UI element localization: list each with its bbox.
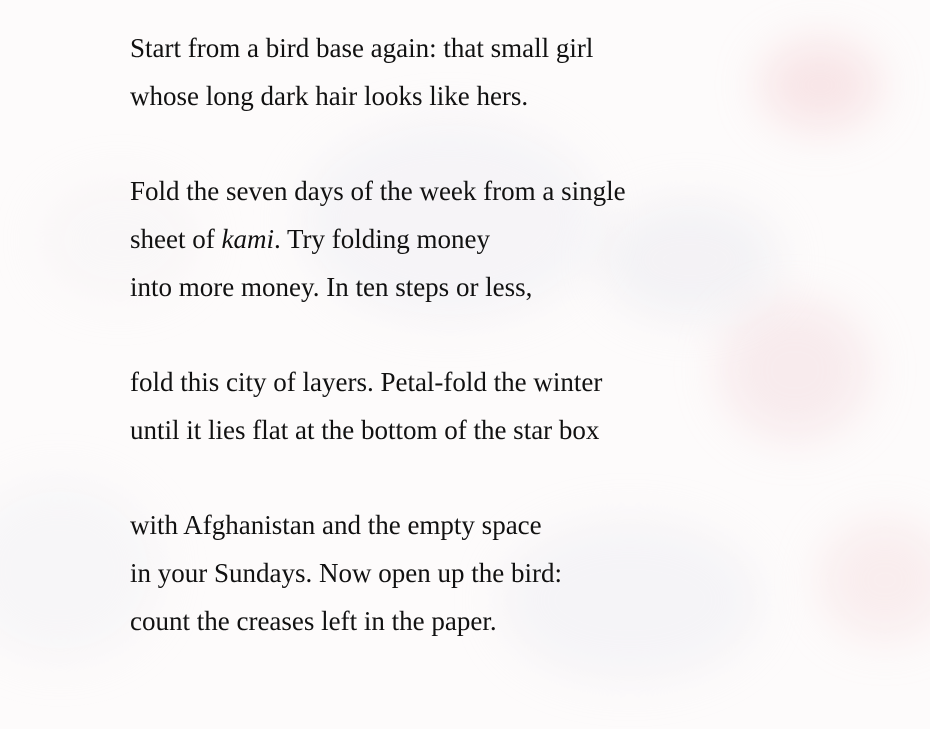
- background-blob: [820, 520, 930, 640]
- poem-text-segment: sheet of: [130, 224, 222, 254]
- stanza-2: [130, 167, 626, 311]
- poem-line: fold this city of layers. Petal-fold the winter: [130, 367, 603, 397]
- poem-text-segment: . Try folding money: [273, 224, 490, 254]
- stanza-break: [130, 120, 626, 167]
- background-blob: [600, 200, 780, 320]
- poem-line: [130, 215, 626, 263]
- poem-line: Fold the seven days of the week from a single: [130, 176, 626, 206]
- background-blob: [720, 300, 870, 440]
- italic-word-kami: kami: [221, 224, 274, 254]
- poem-line: count the creases left in the paper.: [130, 606, 497, 636]
- poem-line: with Afghanistan and the empty space: [130, 510, 542, 540]
- poem-line: into more money. In ten steps or less,: [130, 272, 533, 302]
- stanza-3: [130, 358, 626, 454]
- poem-line: until it lies flat at the bottom of the star box: [130, 415, 600, 445]
- background-blob: [760, 40, 880, 130]
- poem-text: [130, 24, 626, 645]
- stanza-4: [130, 501, 626, 645]
- stanza-1: [130, 24, 626, 120]
- poem-line: Start from a bird base again: that small girl: [130, 33, 594, 63]
- stanza-break: [130, 454, 626, 501]
- stanza-break: [130, 311, 626, 358]
- poem-line: in your Sundays. Now open up the bird:: [130, 558, 562, 588]
- poem-line: whose long dark hair looks like hers.: [130, 81, 529, 111]
